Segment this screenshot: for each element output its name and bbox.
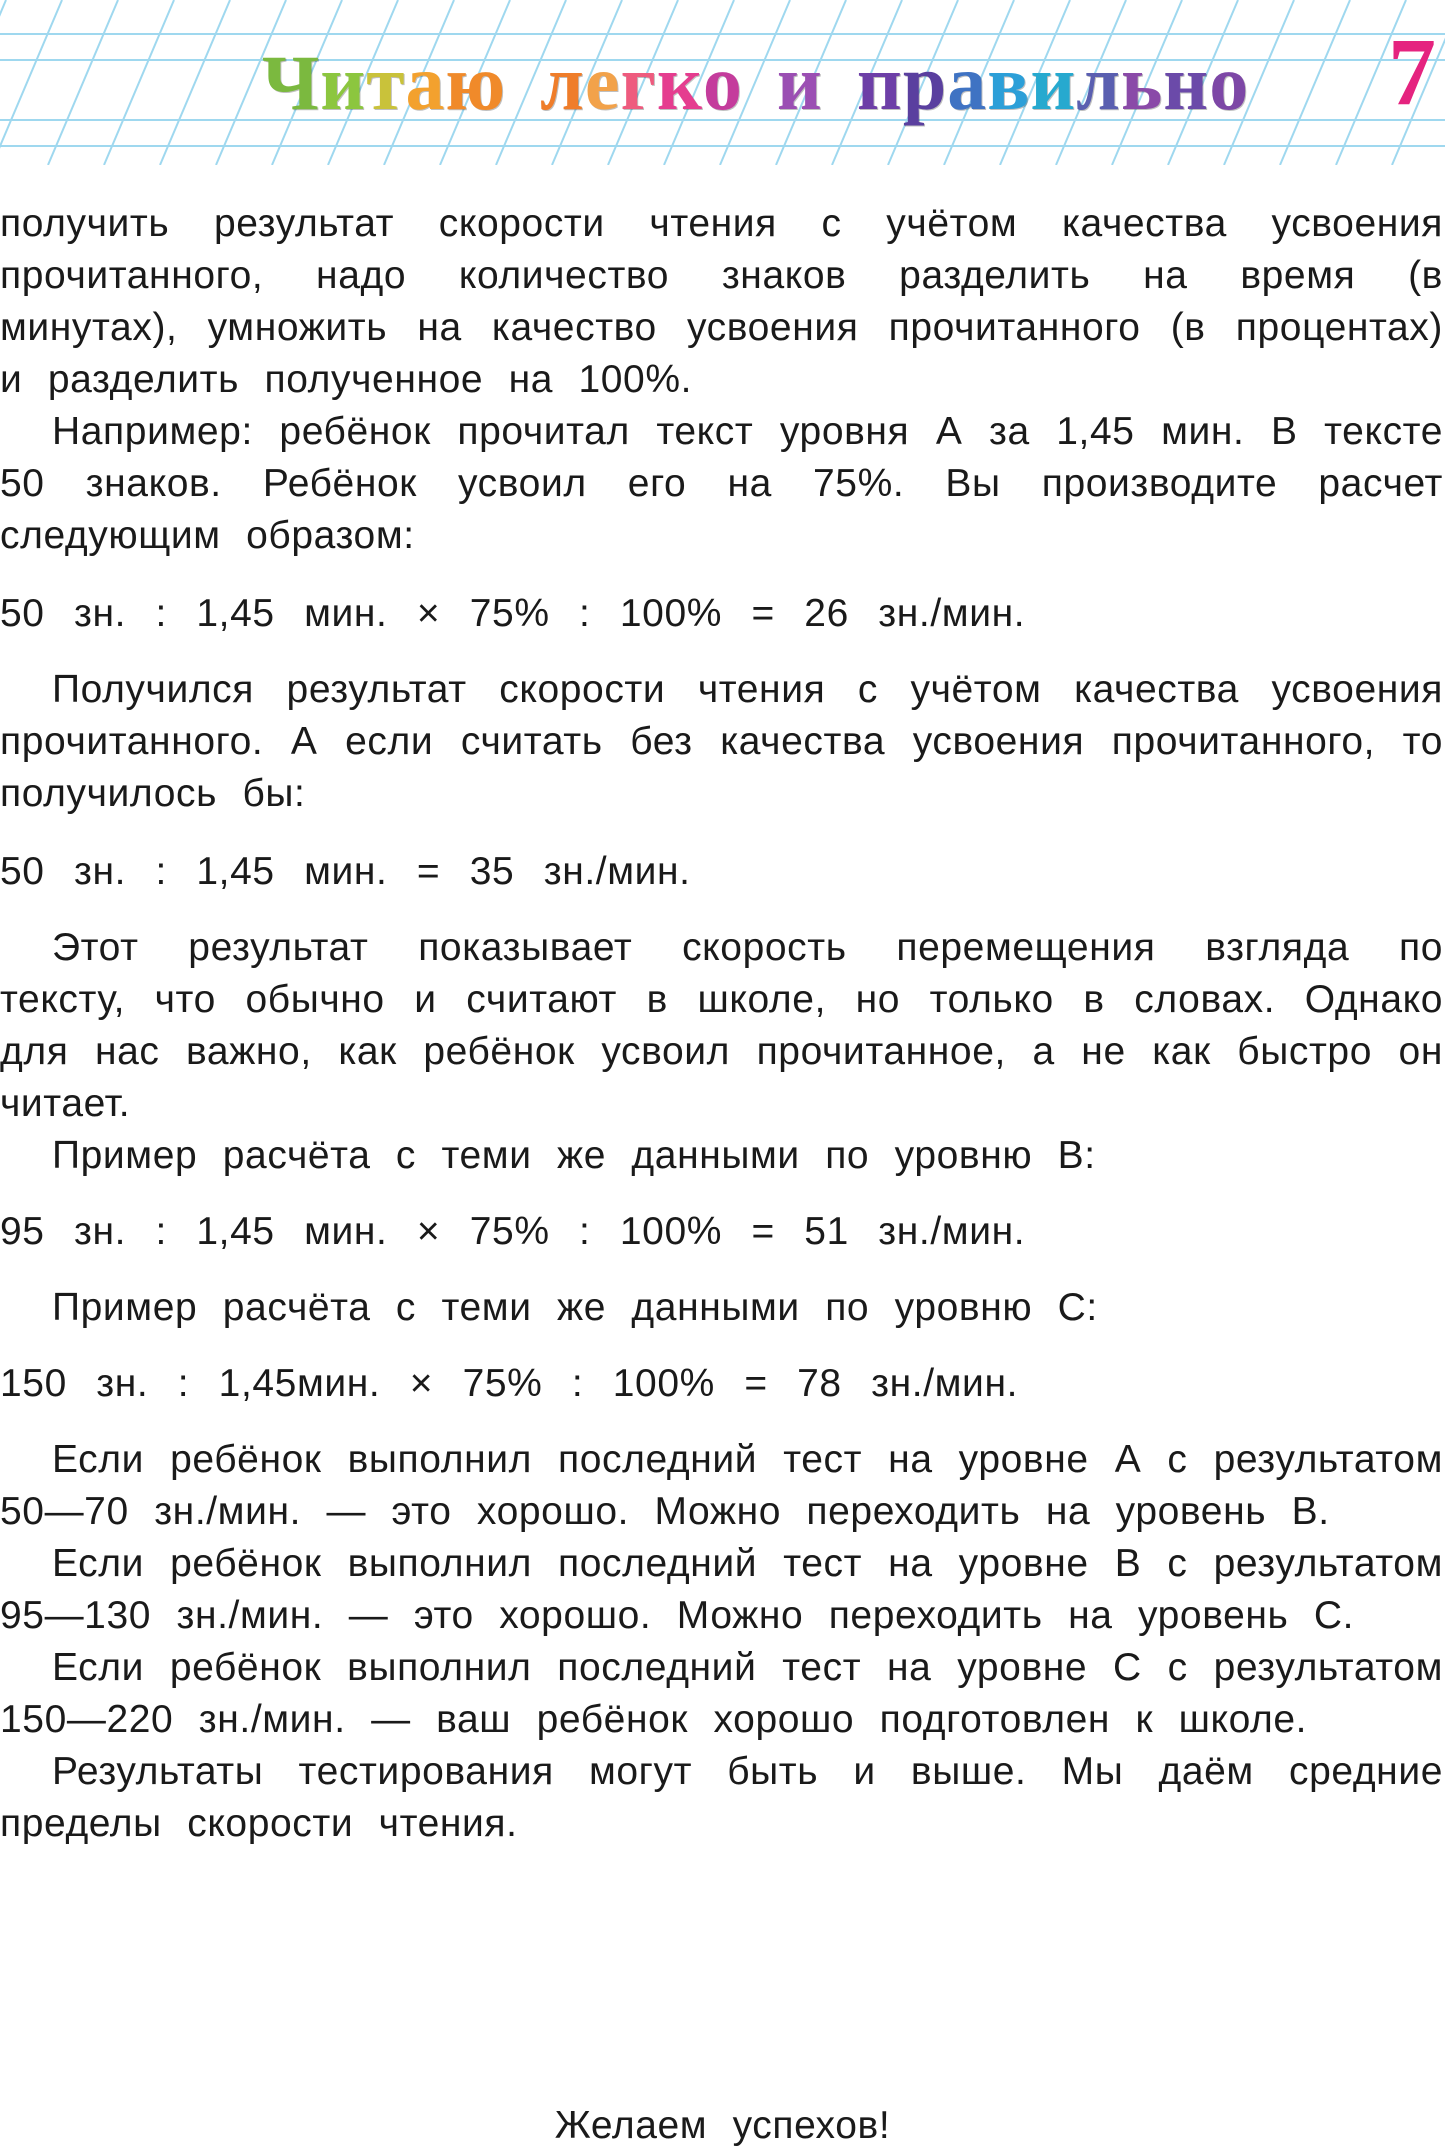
- paragraph-example-level-c: Пример расчёта с теми же данными по уровню С:: [52, 1286, 1098, 1329]
- title-letter: к: [656, 39, 703, 126]
- paragraph-average-limits: Результаты тестирования могут быть и выше. Мы даём средние пределы скорости чтения.: [0, 1750, 1443, 1845]
- title-word: [777, 38, 823, 128]
- paragraph-example-level-a: Например: ребёнок прочитал текст уровня А за 1,45 мин. В тексте 50 знаков. Ребёнок усвоил его на 75%. Вы производите расчет следующим образом:: [0, 410, 1443, 557]
- page-header: [0, 0, 1445, 165]
- title-letter: и: [1030, 39, 1077, 126]
- paragraph-result-level-c: Если ребёнок выполнил последний тест на уровне С с результатом 150—220 зн./мин. — ваш ребёнок хорошо подготовлен к школе.: [0, 1646, 1443, 1741]
- title-letter: е: [584, 39, 621, 126]
- title-letter: и: [320, 39, 367, 126]
- ruled-slant-line: [0, 0, 62, 165]
- title-letter: о: [1209, 39, 1250, 126]
- ruled-slant-line: [1280, 0, 1350, 165]
- paragraph-without-quality: Получился результат скорости чтения с учётом качества усвоения прочитанного. А если считать без качества усвоения прочитанного, то получилось бы:: [0, 668, 1443, 815]
- ruled-slant-line: [104, 0, 174, 165]
- title-word: [540, 38, 743, 128]
- title-letter: г: [620, 39, 657, 126]
- ruled-slant-line: [48, 0, 118, 165]
- paragraph-eye-movement: Этот результат показывает скорость перемещения взгляда по тексту, что обычно и считают в школе, но только в словах. Однако для нас важно, как ребёнок усвоил прочитанное, а не как быстро он читает.: [0, 926, 1443, 1125]
- ruled-slant-line: [160, 0, 230, 165]
- paragraph-result-level-b: Если ребёнок выполнил последний тест на уровне В с результатом 95—130 зн./мин. — это хорошо. Можно переходить на уровень С.: [0, 1542, 1443, 1637]
- page-body: [0, 198, 1443, 1850]
- title-letter: ю: [445, 39, 507, 126]
- book-title: [262, 38, 1283, 128]
- formula-level-a-with-quality: 50 зн. : 1,45 мин. × 75% : 100% = 26 зн./мин.: [0, 592, 1026, 635]
- closing-wish: Желаем успехов!: [554, 2104, 891, 2147]
- formula-level-c: 150 зн. : 1,45мин. × 75% : 100% = 78 зн./мин.: [0, 1362, 1019, 1405]
- title-word: [262, 38, 506, 128]
- paragraph-example-level-b: Пример расчёта с теми же данными по уровню В:: [52, 1134, 1096, 1177]
- title-letter: л: [1076, 39, 1122, 126]
- paragraph-result-level-a: Если ребёнок выполнил последний тест на уровне А с результатом 50—70 зн./мин. — это хорошо. Можно переходить на уровень В.: [0, 1438, 1443, 1533]
- formula-level-b: 95 зн. : 1,45 мин. × 75% : 100% = 51 зн./мин.: [0, 1210, 1026, 1253]
- title-letter: р: [902, 39, 948, 126]
- title-letter: ь: [1121, 39, 1164, 126]
- paragraph-formula-intro: получить результат скорости чтения с учётом качества усвоения прочитанного, надо количество знаков разделить на время (в минутах), умножить на качество усвоения прочитанного (в процентах) и разделить полученное на 100%.: [0, 202, 1443, 401]
- title-letter: и: [776, 39, 823, 126]
- title-letter: Ч: [262, 39, 321, 126]
- title-word: [857, 38, 1249, 128]
- title-letter: а: [405, 39, 446, 126]
- formula-level-a-without-quality: 50 зн. : 1,45 мин. = 35 зн./мин.: [0, 850, 691, 893]
- title-letter: о: [702, 39, 743, 126]
- title-letter: л: [540, 39, 585, 126]
- title-letter: п: [856, 39, 903, 126]
- title-letter: н: [1163, 39, 1210, 126]
- title-letter: а: [947, 39, 988, 126]
- title-letter: в: [987, 39, 1031, 126]
- page-number: 7: [1388, 18, 1436, 125]
- title-letter: т: [366, 39, 406, 126]
